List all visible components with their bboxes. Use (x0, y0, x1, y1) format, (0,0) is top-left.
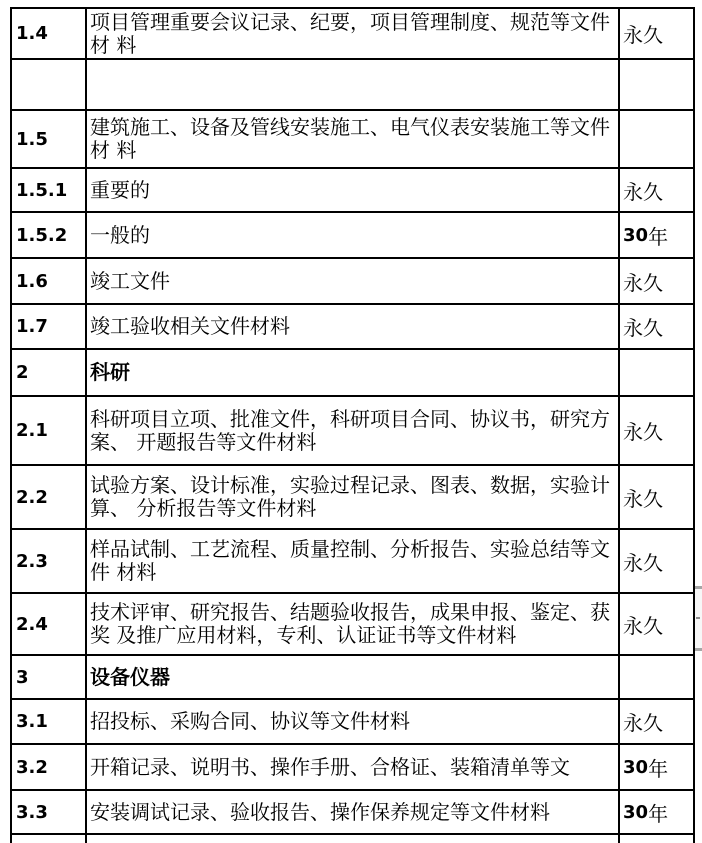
item-description-cell: 开箱记录、说明书、操作手册、合格证、装箱清单等文 (87, 745, 620, 791)
retention-period-cell: 永久 (620, 259, 695, 305)
retention-period-cell (620, 111, 695, 169)
table-row (12, 169, 695, 213)
item-description-cell: 科研项目立项、批准文件，科研项目合同、协议书，研究方案、 开题报告等文件材料 (87, 397, 620, 466)
item-description-cell: 技术评审、研究报告、结题验收报告，成果申报、鉴定、获奖 及推广应用材料，专利、认证证书等文件材料 (87, 594, 620, 656)
item-description-cell: 竣工验收相关文件材料 (87, 305, 620, 350)
table-row (12, 213, 695, 259)
item-number-cell: 3 (12, 656, 87, 700)
item-number-cell: 1.5.1 (12, 169, 87, 213)
retention-period-cell: 永久 (620, 594, 695, 656)
table-row (12, 350, 695, 397)
item-description-cell: 项目管理重要会议记录、纪要，项目管理制度、规范等文件材 料 (87, 9, 620, 60)
item-description-cell: 一般的 (87, 213, 620, 259)
retention-period-cell: 永久 (620, 530, 695, 594)
item-description-cell: 样品试制、工艺流程、质量控制、分析报告、实验总结等文件 材料 (87, 530, 620, 594)
item-description-cell: 科研 (87, 350, 620, 397)
retention-period-cell: 永久 (620, 397, 695, 466)
table-row (12, 594, 695, 656)
item-number-cell: 1.5 (12, 111, 87, 169)
item-description-cell (87, 60, 620, 111)
retention-period-cell: 30 年 (620, 791, 695, 835)
table-row (12, 700, 695, 745)
retention-period-cell: 永久 (620, 169, 695, 213)
item-number-cell: 1.6 (12, 259, 87, 305)
item-number-cell: 1.5.2 (12, 213, 87, 259)
item-number-cell: 2.3 (12, 530, 87, 594)
scrollbar-thumb[interactable] (695, 586, 702, 651)
item-number-cell: 1.7 (12, 305, 87, 350)
retention-period-cell: 30 年 (620, 213, 695, 259)
retention-period-cell: 永久 (620, 700, 695, 745)
table-row (12, 397, 695, 466)
item-description-cell: 建筑施工、设备及管线安装施工、电气仪表安装施工等文件材 料 (87, 111, 620, 169)
retention-schedule-table (10, 7, 695, 843)
retention-period-cell (620, 350, 695, 397)
item-description-cell: 重要的 (87, 169, 620, 213)
retention-period-cell: 永久 (620, 466, 695, 530)
item-number-cell: 2 (12, 350, 87, 397)
item-number-cell: 3.1 (12, 700, 87, 745)
retention-period-cell (620, 60, 695, 111)
table-row (12, 745, 695, 791)
table-row (12, 305, 695, 350)
item-number-cell: 2.2 (12, 466, 87, 530)
item-description-cell: 设备仪器 (87, 656, 620, 700)
retention-period-cell: 30 年 (620, 745, 695, 791)
item-number-cell: 2.1 (12, 397, 87, 466)
table-row (12, 530, 695, 594)
table-row (12, 466, 695, 530)
item-number-cell: 3.3 (12, 791, 87, 835)
item-description-cell: 试验方案、设计标准，实验过程记录、图表、数据，实验计算、 分析报告等文件材料 (87, 466, 620, 530)
item-number-cell: 1.4 (12, 9, 87, 60)
item-description-cell: 招投标、采购合同、协议等文件材料 (87, 700, 620, 745)
item-number-cell: 3.2 (12, 745, 87, 791)
item-description-cell (87, 835, 620, 843)
item-number-cell (12, 835, 87, 843)
table-row (12, 111, 695, 169)
item-description-cell: 安装调试记录、验收报告、操作保养规定等文件材料 (87, 791, 620, 835)
retention-period-cell (620, 656, 695, 700)
retention-period-cell: 永久 (620, 9, 695, 60)
retention-period-cell (620, 835, 695, 843)
table-row (12, 791, 695, 835)
item-description-cell: 竣工文件 (87, 259, 620, 305)
item-number-cell (12, 60, 87, 111)
table-row (12, 9, 695, 60)
retention-period-cell: 永久 (620, 305, 695, 350)
table-row (12, 835, 695, 843)
table-row (12, 259, 695, 305)
table-row (12, 656, 695, 700)
table-row (12, 60, 695, 111)
item-number-cell: 2.4 (12, 594, 87, 656)
